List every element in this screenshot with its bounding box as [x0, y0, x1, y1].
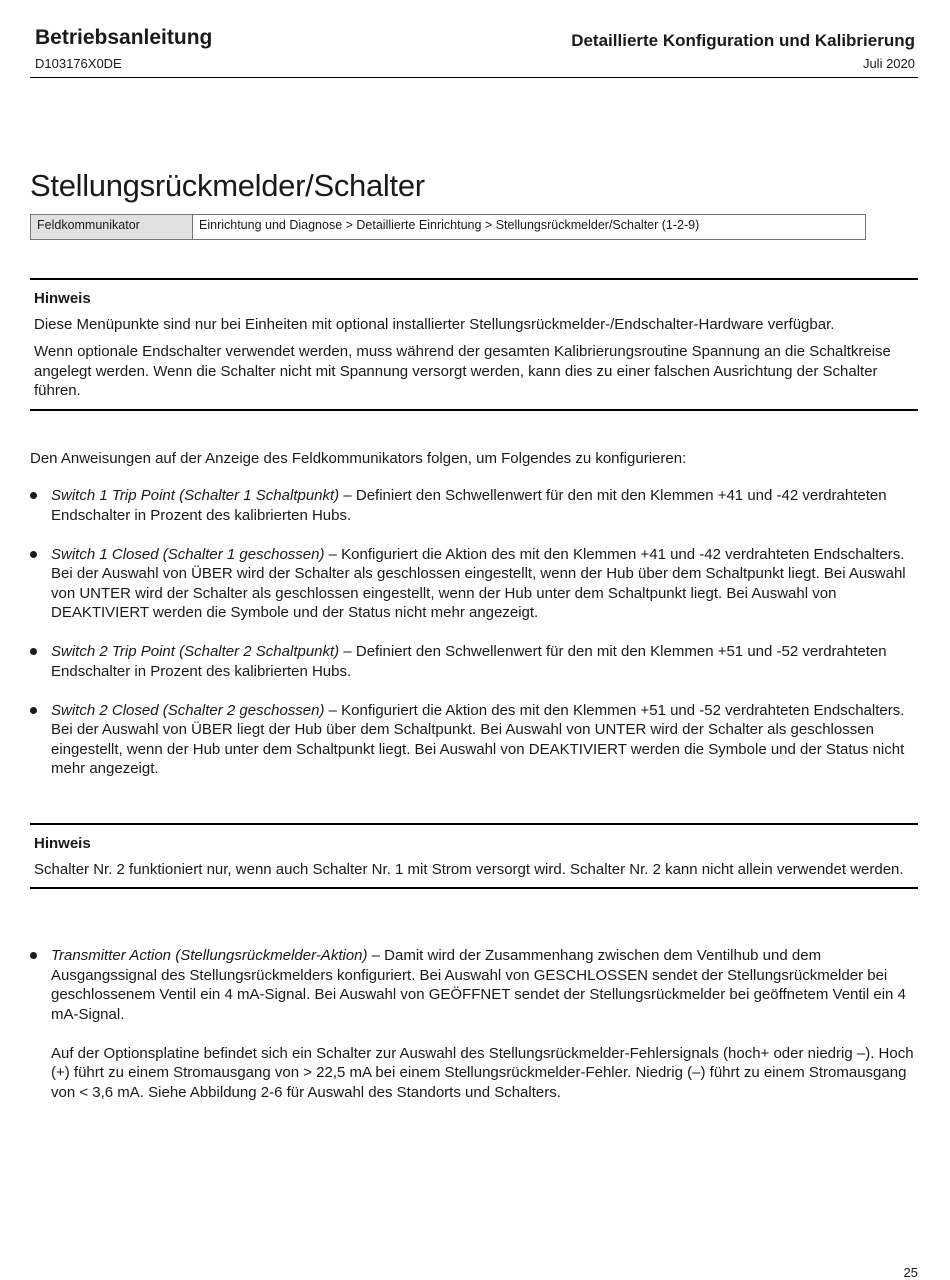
note-title: Hinweis [34, 290, 91, 307]
item-extra-paragraph: Auf der Optionsplatine befindet sich ein Schalter zur Auswahl des Stellungsrückmelder-Fehlersignals (hoch+ oder niedrig –). Hoch (+) führt zu einem Stromausgang von > 22,5 mA bei einem Stellungsrückmelder-Fehler. Niedrig (–) führt zu einem Stromausgang von < 3,6 mA. Siehe Abbildung 2-6 für Auswahl des Standorts und Schalters. [51, 1044, 914, 1101]
menu-path-table [30, 214, 866, 240]
document-date: Juli 2020 [862, 56, 915, 71]
item-term: Switch 2 Trip Point (Schalter 2 Schaltpunkt) [51, 643, 340, 660]
list-item [30, 642, 916, 681]
menu-path-value: Einrichtung und Diagnose > Detaillierte Einrichtung > Stellungsrückmelder/Schalter (1-2-9) [199, 218, 700, 232]
bullet-list [30, 946, 916, 1122]
bullet-list [30, 486, 916, 798]
note-paragraph: Diese Menüpunkte sind nur bei Einheiten mit optional installierter Stellungsrückmelder-/Endschalter-Hardware verfügbar. [34, 315, 835, 333]
list-item [30, 545, 916, 623]
list-item [30, 946, 916, 1102]
note-box [30, 278, 918, 411]
page-number: 25 [903, 1265, 918, 1280]
item-term: Switch 1 Trip Point (Schalter 1 Schaltpunkt) [51, 487, 340, 504]
item-text: – Definiert den Schwellenwert für den mit den Klemmen +51 und -52 verdrahteten Endschalter in Prozent des kalibrierten Hubs. [51, 643, 887, 680]
document-title: Betriebsanleitung [35, 26, 213, 49]
section-title: Stellungsrückmelder/Schalter [30, 168, 425, 203]
bullet-icon [30, 952, 37, 959]
list-item [30, 701, 916, 779]
item-term: Transmitter Action (Stellungsrückmelder-Aktion) [51, 947, 368, 964]
list-item [30, 486, 916, 525]
note-paragraph: Wenn optionale Endschalter verwendet werden, muss während der gesamten Kalibrierungsroutine Spannung an die Schaltkreise angelegt werden. Wenn die Schalter nicht mit Spannung versorgt werden, kann dies zu einer falschen Ausrichtung der Schalter führen. [34, 343, 891, 399]
chapter-title: Detaillierte Konfiguration und Kalibrierung [571, 31, 915, 50]
note-paragraph: Schalter Nr. 2 funktioniert nur, wenn auch Schalter Nr. 1 mit Strom versorgt wird. Schalter Nr. 2 kann nicht allein verwendet werden. [34, 860, 904, 878]
item-text: – Damit wird der Zusammenhang zwischen dem Ventilhub und dem Ausgangssignal des Stellungsrückmelders konfiguriert. Bei Auswahl von GESCHLOSSEN sendet der Stellungsrückmelder bei geschlossenem Ventil ein 4 mA-Signal. Bei Auswahl von GEÖFFNET sendet der Stellungsrückmelder bei geöffnetem Ventil ein 4 mA-Signal. [51, 947, 906, 1023]
document-number: D103176X0DE [35, 56, 122, 71]
item-text: – Konfiguriert die Aktion des mit den Klemmen +51 und -52 verdrahteten Endschalters. Bei der Auswahl von ÜBER liegt der Hub über dem Schaltpunkt. Bei Auswahl von UNTER wird der Schalter als geschlossen eingestellt, wenn der Hub unter dem Schaltpunkt liegt. Bei Auswahl von DEAKTIVIERT werden die Symbole und der Status nicht mehr angezeigt. [51, 701, 905, 777]
header-rule [30, 77, 918, 78]
bullet-icon [30, 551, 37, 558]
menu-path-label: Feldkommunikator [31, 215, 193, 239]
item-text: – Definiert den Schwellenwert für den mit den Klemmen +41 und -42 verdrahteten Endschalter in Prozent des kalibrierten Hubs. [51, 487, 887, 524]
item-term: Switch 2 Closed (Schalter 2 geschossen) [51, 701, 325, 719]
note-title: Hinweis [34, 835, 91, 852]
intro-text: Den Anweisungen auf der Anzeige des Feldkommunikators folgen, um Folgendes zu konfigurieren: [30, 450, 687, 467]
item-term: Switch 1 Closed (Schalter 1 geschossen) [51, 545, 325, 563]
item-text: – Konfiguriert die Aktion des mit den Klemmen +41 und -42 verdrahteten Endschalters. Bei der Auswahl von ÜBER wird der Schalter als geschlossen eingestellt, wenn der Hub über dem Schaltpunkt liegt. Bei Auswahl von UNTER wird der Schalter als geschlossen eingestellt, wenn der Hub unter dem Schaltpunkt liegt. Bei Auswahl von DEAKTIVIERT werden die Symbole und der Status nicht mehr angezeigt. [51, 545, 906, 621]
note-box [30, 823, 918, 889]
bullet-icon [30, 648, 37, 655]
bullet-icon [30, 492, 37, 499]
bullet-icon [30, 707, 37, 714]
